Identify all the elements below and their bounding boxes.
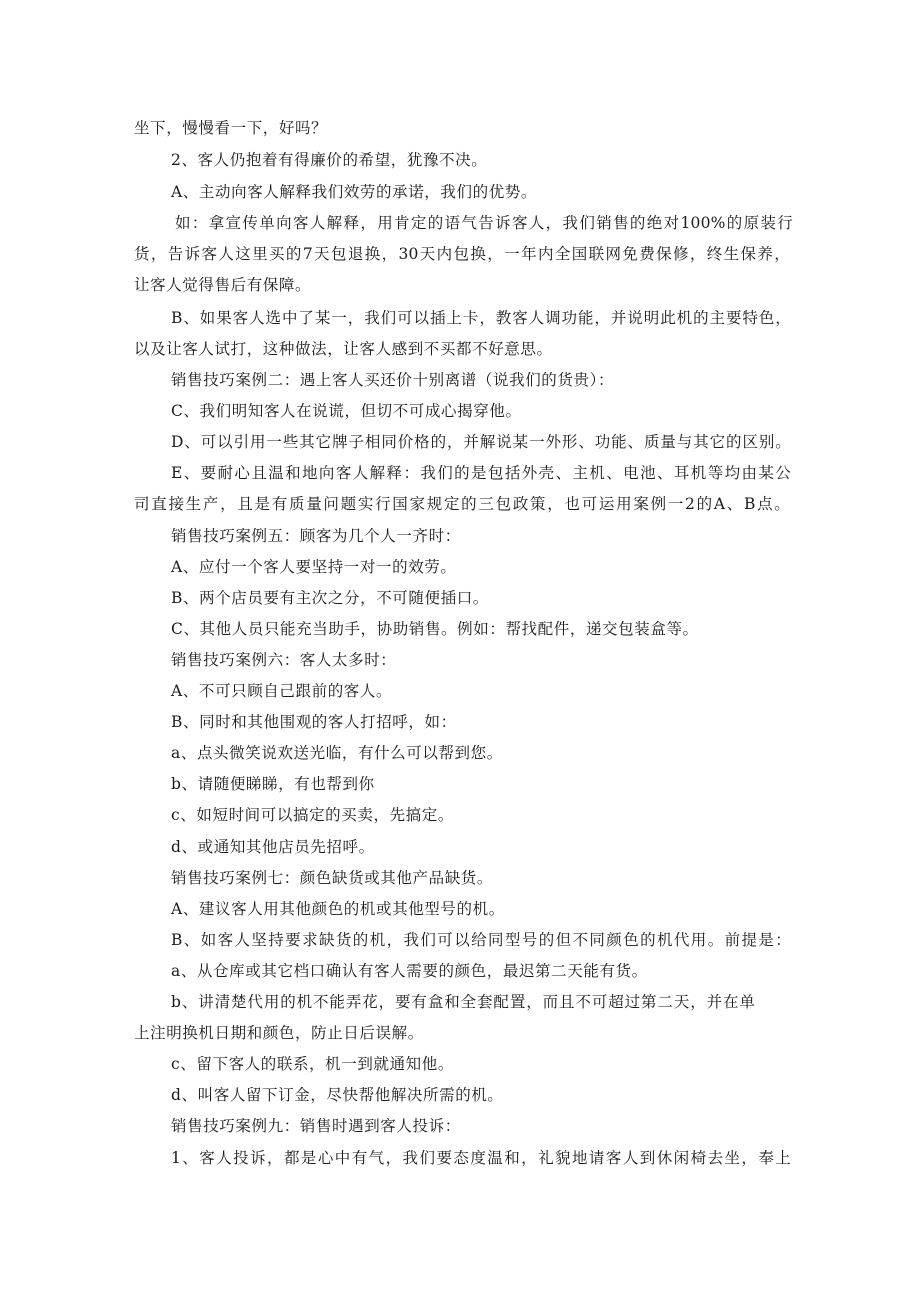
section-heading: 销售技巧案例九：销售时遇到客人投诉： [171, 1117, 461, 1135]
text-line: 以及让客人试打，这种做法，让客人感到不买都不好意思。 [134, 340, 553, 358]
text-line: 上注明换机日期和颜色，防止日后误解。 [134, 1024, 424, 1042]
text-line: A、不可只顾自己跟前的客人。 [171, 682, 393, 700]
text-line: c、如短时间可以搞定的买卖，先搞定。 [171, 806, 454, 824]
text-line: B、两个店员要有主次之分，不可随便插口。 [171, 589, 489, 607]
text-line: C、我们明知客人在说谎，但切不可成心揭穿他。 [171, 402, 522, 420]
text-line: b、讲清楚代用的机不能弄花，要有盒和全套配置，而且不可超过第二天，并在单 [171, 993, 756, 1011]
text-line: A、应付一个客人要坚持一对一的效劳。 [171, 558, 457, 576]
text-line: d、或通知其他店员先招呼。 [171, 838, 375, 856]
section-heading: 销售技巧案例五：顾客为几个人一齐时： [171, 527, 461, 545]
text-line: D、可以引用一些其它牌子相同价格的，并解说某一外形、功能、质量与其它的区别。 [171, 433, 791, 451]
text-line: 司直接生产，且是有质量问题实行国家规定的三包政策，也可运用案例一2的A、B点。 [134, 495, 790, 513]
text-line: b、请随便睇睇，有也帮到你 [171, 775, 375, 793]
text-line: 1、客人投诉，都是心中有气，我们要态度温和，礼貌地请客人到休闲椅去坐，奉上 [171, 1149, 791, 1167]
text-line: 让客人觉得售后有保障。 [134, 276, 312, 294]
text-line: C、其他人员只能充当助手，协助销售。例如：帮找配件，递交包装盒等。 [171, 620, 699, 638]
section-heading: 销售技巧案例七：颜色缺货或其他产品缺货。 [171, 869, 494, 887]
text-line: a、点头微笑说欢送光临，有什么可以帮到您。 [171, 744, 503, 762]
text-line: A、建议客人用其他颜色的机或其他型号的机。 [171, 900, 505, 918]
section-heading: 销售技巧案例六：客人太多时： [171, 651, 397, 669]
text-line: 如：拿宣传单向客人解释，用肯定的语气告诉客人，我们销售的绝对100%的原装行 [175, 214, 793, 232]
section-heading: 销售技巧案例二：遇上客人买还价十别离谱（说我们的货贵）： [171, 371, 615, 389]
text-line: 坐下，慢慢看一下，好吗？ [134, 119, 328, 137]
text-line: 2、客人仍抱着有得廉价的希望，犹豫不决。 [171, 151, 488, 169]
text-line: B、如客人坚持要求缺货的机，我们可以给同型号的但不同颜色的机代用。前提是： [171, 931, 791, 949]
text-line: c、留下客人的联系，机一到就通知他。 [171, 1055, 454, 1073]
text-line: B、同时和其他围观的客人打招呼，如： [171, 713, 457, 731]
text-line: d、叫客人留下订金，尽快帮他解决所需的机。 [171, 1086, 504, 1104]
text-line: B、如果客人选中了某一，我们可以插上卡，教客人调功能，并说明此机的主要特色， [171, 309, 791, 327]
text-line: a、从仓库或其它档口确认有客人需要的颜色，最迟第二天能有货。 [171, 962, 648, 980]
text-line: E、要耐心且温和地向客人解释：我们的是包括外壳、主机、电池、耳机等均由某公 [171, 464, 791, 482]
text-line: 货，告诉客人这里买的7天包退换，30天内包换，一年内全国联网免费保修，终生保养， [134, 245, 790, 263]
text-line: A、主动向客人解释我们效劳的承诺，我们的优势。 [171, 183, 537, 201]
